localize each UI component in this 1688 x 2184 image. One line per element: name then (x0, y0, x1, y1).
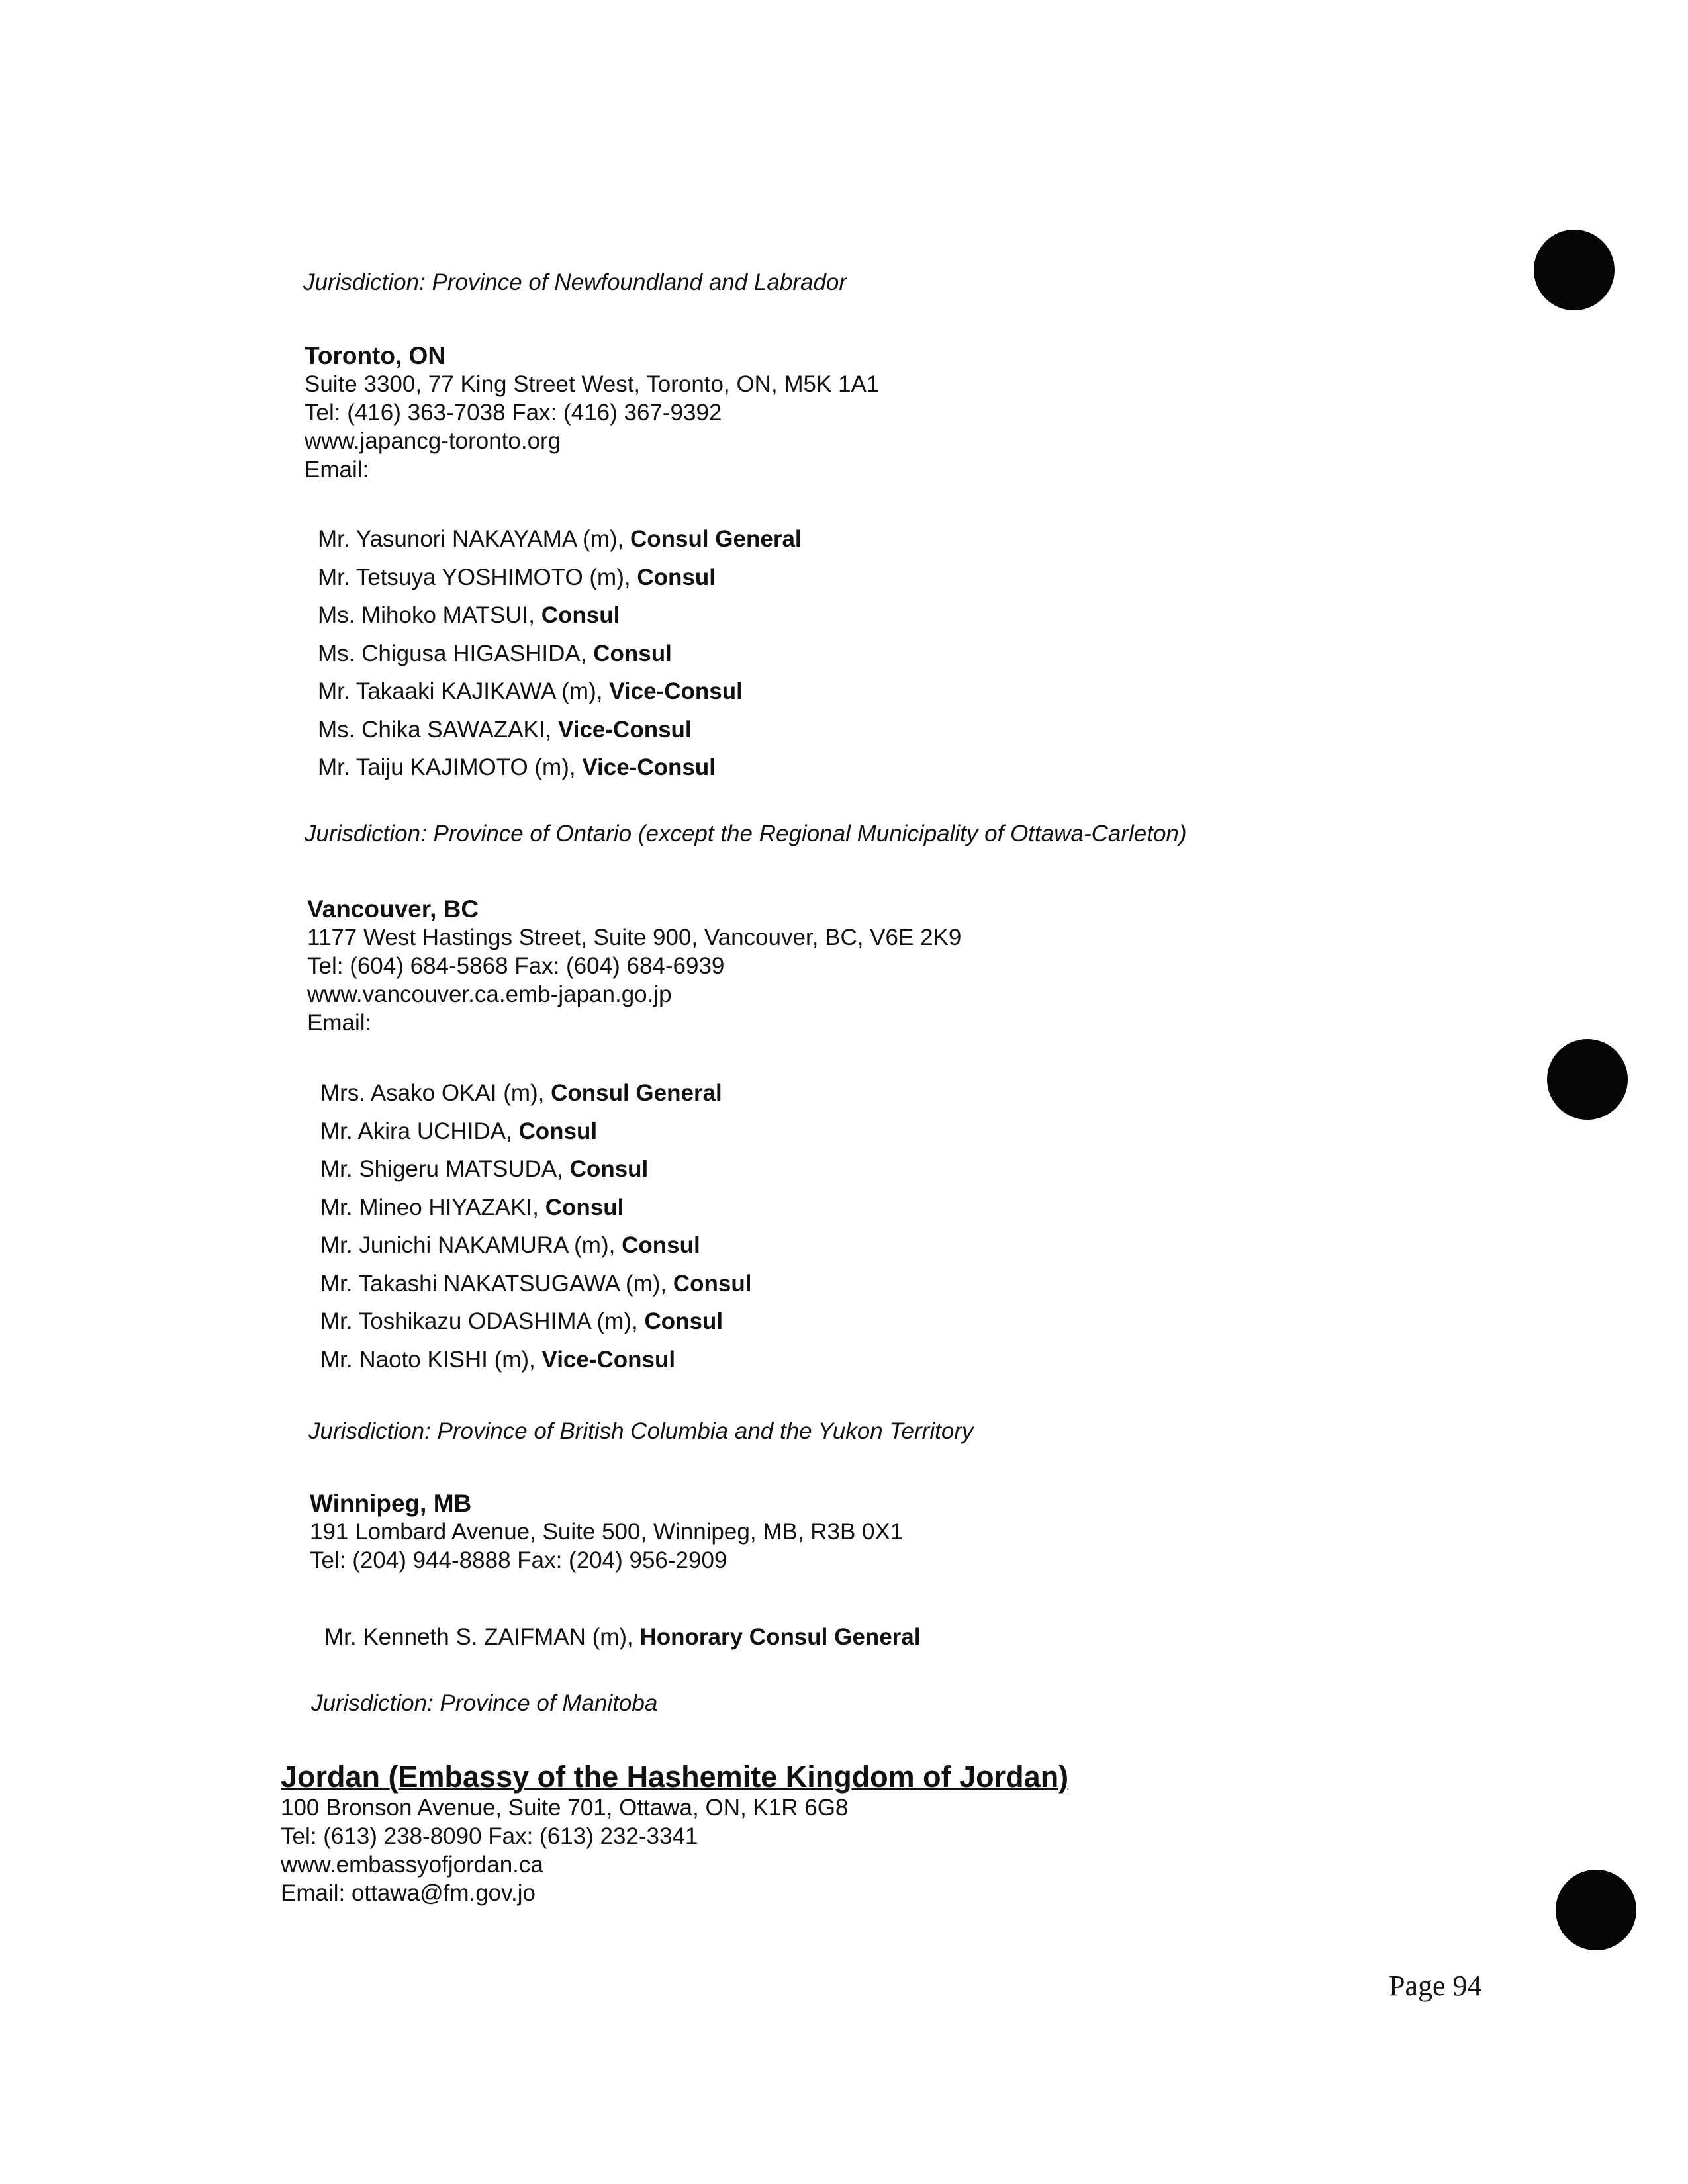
staff-entry: Mr. Takashi NAKATSUGAWA (m), Consul (320, 1270, 752, 1297)
email-label: Email: (307, 1010, 372, 1036)
staff-entry: Ms. Chigusa HIGASHIDA, Consul (318, 640, 672, 666)
phone-fax: Tel: (604) 684-5868 Fax: (604) 684-6939 (307, 953, 725, 979)
jurisdiction-newfoundland: Jurisdiction: Province of Newfoundland and Labrador (303, 269, 847, 295)
jurisdiction-british-columbia: Jurisdiction: Province of British Columbia and the Yukon Territory (308, 1418, 974, 1444)
staff-entry: Mr. Mineo HIYAZAKI, Consul (320, 1194, 624, 1220)
punch-hole-top (1534, 230, 1615, 310)
address: 191 Lombard Avenue, Suite 500, Winnipeg, MB, R3B 0X1 (310, 1519, 904, 1545)
jurisdiction-manitoba: Jurisdiction: Province of Manitoba (311, 1690, 658, 1716)
city-heading: Vancouver, BC (307, 895, 479, 923)
embassy-jordan (281, 1760, 1068, 1907)
punch-hole-middle (1547, 1039, 1628, 1120)
staff-entry: Mr. Shigeru MATSUDA, Consul (320, 1156, 649, 1182)
address: 100 Bronson Avenue, Suite 701, Ottawa, ON, K1R 6G8 (281, 1795, 849, 1821)
staff-list-toronto (318, 520, 802, 787)
website-link[interactable]: www.japancg-toronto.org (305, 428, 561, 454)
phone-fax: Tel: (416) 363-7038 Fax: (416) 367-9392 (305, 400, 722, 426)
staff-entry: Mrs. Asako OKAI (m), Consul General (320, 1080, 722, 1106)
staff-entry: Mr. Takaaki KAJIKAWA (m), Vice-Consul (318, 678, 743, 704)
staff-entry: Ms. Chika SAWAZAKI, Vice-Consul (318, 716, 692, 743)
jurisdiction-ontario: Jurisdiction: Province of Ontario (except the Regional Municipality of Ottawa-Carleton) (305, 821, 1187, 846)
staff-list-winnipeg (324, 1618, 920, 1657)
email-label: Email: (305, 457, 369, 482)
website-link[interactable]: www.embassyofjordan.ca (281, 1852, 543, 1878)
staff-entry: Mr. Yasunori NAKAYAMA (m), Consul General (318, 526, 802, 552)
email-link[interactable]: Email: ottawa@fm.gov.jo (281, 1880, 536, 1906)
staff-entry: Mr. Akira UCHIDA, Consul (320, 1118, 598, 1144)
consulate-winnipeg (310, 1489, 903, 1574)
staff-entry: Ms. Mihoko MATSUI, Consul (318, 602, 620, 628)
staff-entry: Mr. Toshikazu ODASHIMA (m), Consul (320, 1308, 724, 1334)
staff-entry: Mr. Naoto KISHI (m), Vice-Consul (320, 1346, 676, 1373)
consulate-toronto (305, 341, 879, 484)
consulate-vancouver (307, 895, 961, 1037)
staff-entry: Mr. Junichi NAKAMURA (m), Consul (320, 1232, 700, 1258)
city-heading: Winnipeg, MB (310, 1490, 472, 1517)
punch-hole-bottom (1556, 1870, 1636, 1950)
country-heading: Jordan (Embassy of the Hashemite Kingdom of Jordan) (281, 1760, 1069, 1794)
staff-entry: Mr. Kenneth S. ZAIFMAN (m), Honorary Consul General (324, 1624, 921, 1650)
staff-list-vancouver (320, 1074, 751, 1379)
address: 1177 West Hastings Street, Suite 900, Vancouver, BC, V6E 2K9 (307, 925, 962, 950)
page-number: Page 94 (1389, 1970, 1482, 2002)
phone-fax: Tel: (613) 238-8090 Fax: (613) 232-3341 (281, 1823, 698, 1849)
city-heading: Toronto, ON (305, 342, 446, 369)
staff-entry: Mr. Tetsuya YOSHIMOTO (m), Consul (318, 564, 716, 590)
staff-entry: Mr. Taiju KAJIMOTO (m), Vice-Consul (318, 754, 716, 780)
website-link[interactable]: www.vancouver.ca.emb-japan.go.jp (307, 981, 672, 1007)
phone-fax: Tel: (204) 944-8888 Fax: (204) 956-2909 (310, 1547, 727, 1573)
address: Suite 3300, 77 King Street West, Toronto, ON, M5K 1A1 (305, 371, 880, 397)
